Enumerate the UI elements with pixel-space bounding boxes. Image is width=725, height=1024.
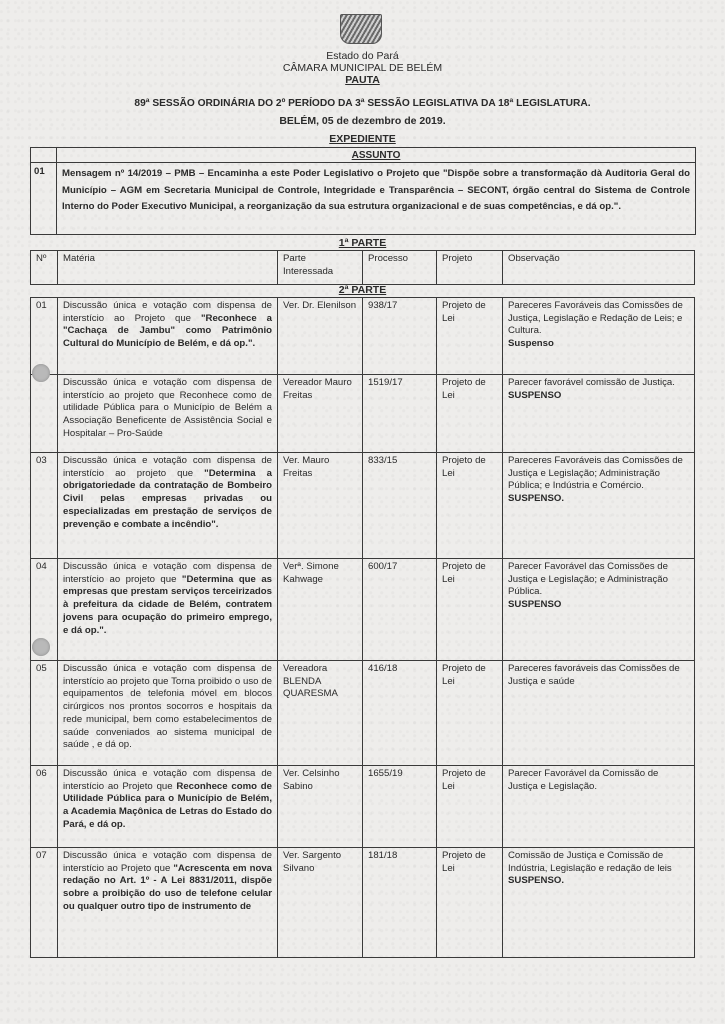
document-type: PAUTA xyxy=(345,74,380,86)
materia-text: Discussão única e votação com dispensa de interstício ao projeto que xyxy=(63,561,272,585)
row-projeto: Projeto de Lei xyxy=(437,848,503,958)
row-processo: 181/18 xyxy=(363,848,437,958)
punch-hole xyxy=(32,364,50,382)
punch-hole xyxy=(32,638,50,656)
agenda-row xyxy=(31,661,695,766)
row-parte-interessada: Verª. Simone Kahwage xyxy=(278,559,363,661)
row-materia xyxy=(58,848,278,958)
row-observacao xyxy=(503,848,695,958)
coat-of-arms-logo xyxy=(340,14,382,44)
materia-text: Discussão única e votação com dispensa de interstício ao projeto que Torna proibido o uso de equipamentos de telefonia móvel em blocos cirúrgicos nos prontos socorros e hospitais da rede municipal, bem como estabelecimentos de saúde conveniados ao sistema municipal de saúde , e dá op. xyxy=(63,663,272,751)
status-label: SUSPENSO. xyxy=(508,875,564,887)
agenda-row xyxy=(31,453,695,559)
row-processo: 938/17 xyxy=(363,298,437,375)
observacao-text: Pareceres favoráveis das Comissões de Justiça e saúde xyxy=(508,663,680,687)
col-header-processo: Processo xyxy=(363,251,437,285)
row-processo: 416/18 xyxy=(363,661,437,766)
row-materia xyxy=(58,766,278,848)
row-parte-interessada: Ver. Sargento Silvano xyxy=(278,848,363,958)
parte1-title: 1ª PARTE xyxy=(338,237,387,249)
status-label: Suspenso xyxy=(508,338,554,350)
materia-text: Discussão única e votação com dispensa de interstício ao projeto que Reconhece como de utilidade Pública para o Município de Belém a Associação Beneficente de Assistência Social e Hospitalar – Pro-Saúde xyxy=(63,377,272,439)
row-number xyxy=(31,375,58,453)
row-projeto: Projeto de Lei xyxy=(437,453,503,559)
row-parte-interessada: Vereador Mauro Freitas xyxy=(278,375,363,453)
row-observacao xyxy=(503,298,695,375)
parte1-header-table xyxy=(30,250,695,285)
status-label: SUSPENSO. xyxy=(508,493,564,505)
materia-text: Discussão única e votação com dispensa de interstício ao Projeto que xyxy=(63,300,272,324)
row-materia xyxy=(58,559,278,661)
row-number: 05 xyxy=(31,661,58,766)
row-projeto: Projeto de Lei xyxy=(437,766,503,848)
observacao-text: Parecer favorável comissão de Justiça. xyxy=(508,377,675,388)
materia-text: Discussão única e votação com dispensa de interstício ao Projeto que xyxy=(63,850,272,874)
row-parte-interessada: Ver. Mauro Freitas xyxy=(278,453,363,559)
row-number: 04 xyxy=(31,559,58,661)
row-number: 06 xyxy=(31,766,58,848)
observacao-text: Parecer Favorável das Comissões de Justiça e Legislação; e Administração Pública. xyxy=(508,561,668,598)
agenda-row xyxy=(31,559,695,661)
row-materia xyxy=(58,661,278,766)
row-projeto: Projeto de Lei xyxy=(437,375,503,453)
row-observacao xyxy=(503,766,695,848)
row-projeto: Projeto de Lei xyxy=(437,298,503,375)
row-projeto: Projeto de Lei xyxy=(437,661,503,766)
materia-subject: "Determina a obrigatoriedade da contratação de Bombeiro Civil pelas empresas privadas ou especializadas em prestação de serviços de prevenção e combate a incêndio". xyxy=(63,467,272,530)
materia-subject: "Reconhece a "Cachaça de Jambu" como Patrimônio Cultural do Município de Belém, e dá op.". xyxy=(63,312,272,350)
row-observacao xyxy=(503,375,695,453)
observacao-text: Pareceres Favoráveis das Comissões de Justiça, Legislação e Redação de Leis; e Cultura. xyxy=(508,300,683,337)
materia-text: Discussão única e votação com dispensa de interstício ao projeto que xyxy=(63,455,272,479)
row-projeto: Projeto de Lei xyxy=(437,559,503,661)
row-number: 03 xyxy=(31,453,58,559)
col-header-num: Nº xyxy=(31,251,58,285)
col-header-projeto: Projeto xyxy=(437,251,503,285)
observacao-text: Pareceres Favoráveis das Comissões de Justiça e Legislação; Administração Pública; e Indústria e Comércio. xyxy=(508,455,683,492)
chamber-name: CÂMARA MUNICIPAL DE BELÉM xyxy=(282,62,443,74)
row-observacao xyxy=(503,453,695,559)
assunto-header: ASSUNTO xyxy=(351,150,401,161)
materia-text: Discussão única e votação com dispensa de interstício ao Projeto que xyxy=(63,768,272,792)
row-observacao xyxy=(503,559,695,661)
agenda-row xyxy=(31,848,695,958)
materia-subject: "Acrescenta em nova redação no Art. 1º - A Lei 8831/2011, dispõe sobre a proibição do uso de telefone celular ou qualquer outro tipo de instrumento de xyxy=(63,862,272,912)
parte2-table xyxy=(30,297,695,958)
status-label: SUSPENSO xyxy=(508,599,562,611)
row-parte-interessada: Ver. Dr. Elenilson xyxy=(278,298,363,375)
observacao-text: Comissão de Justiça e Comissão de Indústria, Legislação e redação de leis xyxy=(508,850,672,874)
row-number: 01 xyxy=(31,298,58,375)
expediente-item-number: 01 xyxy=(34,166,45,177)
status-label: SUSPENSO xyxy=(508,389,562,401)
state-name: Estado do Pará xyxy=(326,50,399,62)
col-header-observacao: Observação xyxy=(503,251,695,285)
row-processo: 833/15 xyxy=(363,453,437,559)
agenda-row xyxy=(31,375,695,453)
session-title: 89ª SESSÃO ORDINÁRIA DO 2º PERÍODO DA 3ª SESSÃO LEGISLATIVA DA 18ª LEGISLATURA. xyxy=(134,98,591,109)
row-materia xyxy=(58,298,278,375)
agenda-row xyxy=(31,766,695,848)
row-processo: 1655/19 xyxy=(363,766,437,848)
row-parte-interessada: Vereadora BLENDA QUARESMA xyxy=(278,661,363,766)
expediente-title: EXPEDIENTE xyxy=(329,133,396,145)
parte2-title: 2ª PARTE xyxy=(338,284,387,296)
row-processo: 600/17 xyxy=(363,559,437,661)
observacao-text: Parecer Favorável da Comissão de Justiça e Legislação. xyxy=(508,768,659,792)
row-number: 07 xyxy=(31,848,58,958)
col-header-materia: Matéria xyxy=(58,251,278,285)
col-header-parte: Parte Interessada xyxy=(278,251,363,285)
row-parte-interessada: Ver. Celsinho Sabino xyxy=(278,766,363,848)
row-processo: 1519/17 xyxy=(363,375,437,453)
materia-subject: "Determina que as empresas que prestam serviços terceirizados à prefeitura da cidade de Belém, contratem jovens para ocupação do primeiro emprego, e dá op.". xyxy=(63,573,272,636)
materia-subject: Reconhece como de Utilidade Pública para o Município de Belém, a Academia Maçônica de Letras do Estado do Pará, e dá op. xyxy=(63,780,272,830)
row-materia xyxy=(58,453,278,559)
row-observacao xyxy=(503,661,695,766)
expediente-item-text: Mensagem nº 14/2019 – PMB – Encaminha a este Poder Legislativo o Projeto que "Dispõe sobre a transformação dà Auditoria Geral do Município – AGM em Secretaria Municipal de Controle, Integridade e Transparência – SECONT, órgão central do Sistema de Controle Interno do Poder Executivo Municipal, a reorganização da sua estrutura organizacional e de suas competências, e dá op.". xyxy=(62,168,690,212)
row-materia xyxy=(58,375,278,453)
agenda-row xyxy=(31,298,695,375)
date-line: BELÉM, 05 de dezembro de 2019. xyxy=(279,115,446,127)
